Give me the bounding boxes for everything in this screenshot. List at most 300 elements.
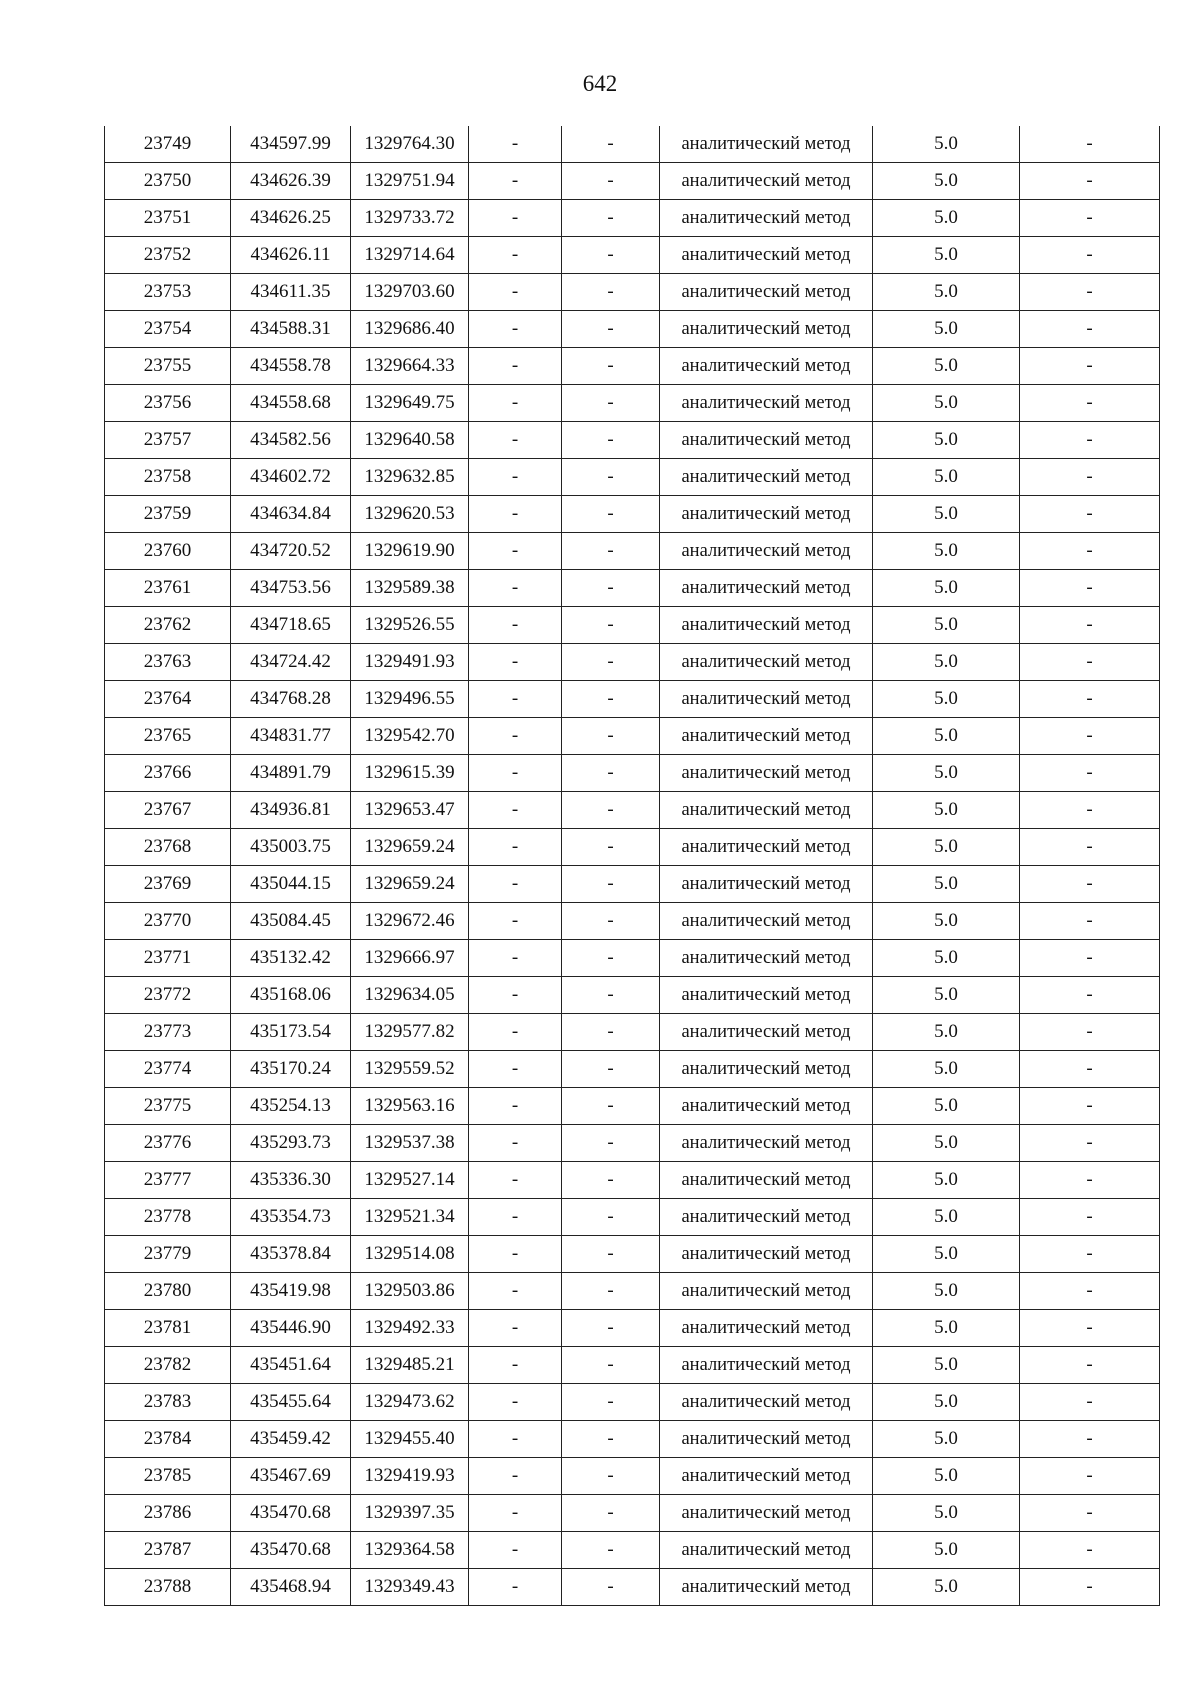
accuracy-cell: 5.0: [873, 422, 1020, 459]
accuracy-cell: 5.0: [873, 1088, 1020, 1125]
method-cell: аналитический метод: [660, 681, 873, 718]
table-row: [105, 1347, 1160, 1384]
x-coordinate-cell: 434626.25: [231, 200, 351, 237]
method-cell: аналитический метод: [660, 903, 873, 940]
accuracy-cell: 5.0: [873, 1014, 1020, 1051]
table-row: [105, 1310, 1160, 1347]
accuracy-cell: 5.0: [873, 792, 1020, 829]
y-coordinate-cell: 1329496.55: [351, 681, 469, 718]
table-row: [105, 681, 1160, 718]
empty-cell-a: -: [469, 755, 562, 792]
empty-cell-b: -: [562, 1162, 660, 1199]
accuracy-cell: 5.0: [873, 533, 1020, 570]
empty-cell-b: -: [562, 348, 660, 385]
y-coordinate-cell: 1329615.39: [351, 755, 469, 792]
table-row: [105, 607, 1160, 644]
accuracy-cell: 5.0: [873, 126, 1020, 163]
y-coordinate-cell: 1329703.60: [351, 274, 469, 311]
method-cell: аналитический метод: [660, 126, 873, 163]
method-cell: аналитический метод: [660, 1088, 873, 1125]
y-coordinate-cell: 1329491.93: [351, 644, 469, 681]
method-cell: аналитический метод: [660, 755, 873, 792]
method-cell: аналитический метод: [660, 385, 873, 422]
method-cell: аналитический метод: [660, 1125, 873, 1162]
empty-cell-b: -: [562, 570, 660, 607]
x-coordinate-cell: 435132.42: [231, 940, 351, 977]
method-cell: аналитический метод: [660, 1162, 873, 1199]
x-coordinate-cell: 434582.56: [231, 422, 351, 459]
point-number-cell: 23776: [105, 1125, 231, 1162]
y-coordinate-cell: 1329659.24: [351, 829, 469, 866]
method-cell: аналитический метод: [660, 644, 873, 681]
empty-cell-c: -: [1020, 1347, 1160, 1384]
empty-cell-a: -: [469, 1347, 562, 1384]
accuracy-cell: 5.0: [873, 459, 1020, 496]
y-coordinate-cell: 1329485.21: [351, 1347, 469, 1384]
point-number-cell: 23774: [105, 1051, 231, 1088]
y-coordinate-cell: 1329672.46: [351, 903, 469, 940]
empty-cell-c: -: [1020, 1088, 1160, 1125]
y-coordinate-cell: 1329349.43: [351, 1569, 469, 1606]
x-coordinate-cell: 434768.28: [231, 681, 351, 718]
accuracy-cell: 5.0: [873, 1569, 1020, 1606]
empty-cell-b: -: [562, 1384, 660, 1421]
x-coordinate-cell: 434597.99: [231, 126, 351, 163]
y-coordinate-cell: 1329492.33: [351, 1310, 469, 1347]
table-row: [105, 1125, 1160, 1162]
y-coordinate-cell: 1329653.47: [351, 792, 469, 829]
table-row: [105, 348, 1160, 385]
empty-cell-c: -: [1020, 681, 1160, 718]
table-row: [105, 755, 1160, 792]
empty-cell-c: -: [1020, 1421, 1160, 1458]
accuracy-cell: 5.0: [873, 1199, 1020, 1236]
y-coordinate-cell: 1329514.08: [351, 1236, 469, 1273]
empty-cell-a: -: [469, 829, 562, 866]
y-coordinate-cell: 1329619.90: [351, 533, 469, 570]
empty-cell-a: -: [469, 126, 562, 163]
empty-cell-c: -: [1020, 163, 1160, 200]
x-coordinate-cell: 434634.84: [231, 496, 351, 533]
point-number-cell: 23754: [105, 311, 231, 348]
table-row: [105, 422, 1160, 459]
y-coordinate-cell: 1329751.94: [351, 163, 469, 200]
empty-cell-c: -: [1020, 1569, 1160, 1606]
empty-cell-b: -: [562, 866, 660, 903]
x-coordinate-cell: 434558.78: [231, 348, 351, 385]
accuracy-cell: 5.0: [873, 1162, 1020, 1199]
x-coordinate-cell: 435468.94: [231, 1569, 351, 1606]
empty-cell-c: -: [1020, 126, 1160, 163]
empty-cell-b: -: [562, 496, 660, 533]
method-cell: аналитический метод: [660, 422, 873, 459]
accuracy-cell: 5.0: [873, 496, 1020, 533]
x-coordinate-cell: 435254.13: [231, 1088, 351, 1125]
y-coordinate-cell: 1329589.38: [351, 570, 469, 607]
x-coordinate-cell: 435467.69: [231, 1458, 351, 1495]
empty-cell-a: -: [469, 718, 562, 755]
point-number-cell: 23780: [105, 1273, 231, 1310]
table-row: [105, 1199, 1160, 1236]
point-number-cell: 23788: [105, 1569, 231, 1606]
empty-cell-b: -: [562, 126, 660, 163]
point-number-cell: 23753: [105, 274, 231, 311]
table-row: [105, 274, 1160, 311]
table-row: [105, 1458, 1160, 1495]
accuracy-cell: 5.0: [873, 718, 1020, 755]
accuracy-cell: 5.0: [873, 200, 1020, 237]
empty-cell-a: -: [469, 1569, 562, 1606]
table-row: [105, 718, 1160, 755]
x-coordinate-cell: 434724.42: [231, 644, 351, 681]
x-coordinate-cell: 435003.75: [231, 829, 351, 866]
empty-cell-c: -: [1020, 940, 1160, 977]
y-coordinate-cell: 1329526.55: [351, 607, 469, 644]
empty-cell-c: -: [1020, 1236, 1160, 1273]
point-number-cell: 23772: [105, 977, 231, 1014]
empty-cell-c: -: [1020, 1384, 1160, 1421]
point-number-cell: 23760: [105, 533, 231, 570]
y-coordinate-cell: 1329714.64: [351, 237, 469, 274]
table-row: [105, 1569, 1160, 1606]
table-row: [105, 200, 1160, 237]
point-number-cell: 23755: [105, 348, 231, 385]
empty-cell-c: -: [1020, 1495, 1160, 1532]
y-coordinate-cell: 1329733.72: [351, 200, 469, 237]
empty-cell-b: -: [562, 718, 660, 755]
point-number-cell: 23765: [105, 718, 231, 755]
point-number-cell: 23787: [105, 1532, 231, 1569]
empty-cell-b: -: [562, 1347, 660, 1384]
empty-cell-b: -: [562, 1421, 660, 1458]
empty-cell-c: -: [1020, 496, 1160, 533]
empty-cell-c: -: [1020, 755, 1160, 792]
accuracy-cell: 5.0: [873, 237, 1020, 274]
empty-cell-b: -: [562, 755, 660, 792]
empty-cell-b: -: [562, 977, 660, 1014]
y-coordinate-cell: 1329686.40: [351, 311, 469, 348]
empty-cell-c: -: [1020, 237, 1160, 274]
point-number-cell: 23769: [105, 866, 231, 903]
method-cell: аналитический метод: [660, 570, 873, 607]
point-number-cell: 23786: [105, 1495, 231, 1532]
empty-cell-b: -: [562, 607, 660, 644]
empty-cell-c: -: [1020, 607, 1160, 644]
point-number-cell: 23768: [105, 829, 231, 866]
empty-cell-a: -: [469, 903, 562, 940]
empty-cell-a: -: [469, 1458, 562, 1495]
accuracy-cell: 5.0: [873, 681, 1020, 718]
empty-cell-c: -: [1020, 644, 1160, 681]
empty-cell-c: -: [1020, 1014, 1160, 1051]
empty-cell-a: -: [469, 1532, 562, 1569]
point-number-cell: 23778: [105, 1199, 231, 1236]
point-number-cell: 23775: [105, 1088, 231, 1125]
empty-cell-a: -: [469, 348, 562, 385]
empty-cell-b: -: [562, 1495, 660, 1532]
y-coordinate-cell: 1329397.35: [351, 1495, 469, 1532]
x-coordinate-cell: 435173.54: [231, 1014, 351, 1051]
table-row: [105, 1384, 1160, 1421]
accuracy-cell: 5.0: [873, 1347, 1020, 1384]
accuracy-cell: 5.0: [873, 1125, 1020, 1162]
table-row: [105, 1495, 1160, 1532]
point-number-cell: 23761: [105, 570, 231, 607]
x-coordinate-cell: 435293.73: [231, 1125, 351, 1162]
empty-cell-b: -: [562, 163, 660, 200]
accuracy-cell: 5.0: [873, 1532, 1020, 1569]
table-row: [105, 533, 1160, 570]
accuracy-cell: 5.0: [873, 1051, 1020, 1088]
table-body: [105, 126, 1160, 1606]
table-row: [105, 977, 1160, 1014]
accuracy-cell: 5.0: [873, 1236, 1020, 1273]
empty-cell-b: -: [562, 792, 660, 829]
point-number-cell: 23785: [105, 1458, 231, 1495]
y-coordinate-cell: 1329364.58: [351, 1532, 469, 1569]
y-coordinate-cell: 1329666.97: [351, 940, 469, 977]
x-coordinate-cell: 434558.68: [231, 385, 351, 422]
empty-cell-a: -: [469, 866, 562, 903]
table-row: [105, 829, 1160, 866]
method-cell: аналитический метод: [660, 1014, 873, 1051]
empty-cell-c: -: [1020, 1051, 1160, 1088]
table-row: [105, 385, 1160, 422]
table-row: [105, 459, 1160, 496]
accuracy-cell: 5.0: [873, 348, 1020, 385]
empty-cell-a: -: [469, 1421, 562, 1458]
empty-cell-a: -: [469, 1310, 562, 1347]
y-coordinate-cell: 1329632.85: [351, 459, 469, 496]
accuracy-cell: 5.0: [873, 1273, 1020, 1310]
x-coordinate-cell: 434626.39: [231, 163, 351, 200]
empty-cell-a: -: [469, 200, 562, 237]
empty-cell-b: -: [562, 274, 660, 311]
x-coordinate-cell: 434753.56: [231, 570, 351, 607]
table-row: [105, 570, 1160, 607]
accuracy-cell: 5.0: [873, 311, 1020, 348]
empty-cell-b: -: [562, 1088, 660, 1125]
empty-cell-a: -: [469, 940, 562, 977]
table-row: [105, 1532, 1160, 1569]
empty-cell-a: -: [469, 977, 562, 1014]
y-coordinate-cell: 1329559.52: [351, 1051, 469, 1088]
y-coordinate-cell: 1329419.93: [351, 1458, 469, 1495]
accuracy-cell: 5.0: [873, 1310, 1020, 1347]
accuracy-cell: 5.0: [873, 1421, 1020, 1458]
empty-cell-c: -: [1020, 274, 1160, 311]
y-coordinate-cell: 1329577.82: [351, 1014, 469, 1051]
method-cell: аналитический метод: [660, 1532, 873, 1569]
point-number-cell: 23764: [105, 681, 231, 718]
method-cell: аналитический метод: [660, 866, 873, 903]
method-cell: аналитический метод: [660, 348, 873, 385]
y-coordinate-cell: 1329521.34: [351, 1199, 469, 1236]
empty-cell-a: -: [469, 570, 562, 607]
empty-cell-b: -: [562, 940, 660, 977]
y-coordinate-cell: 1329649.75: [351, 385, 469, 422]
table-row: [105, 163, 1160, 200]
point-number-cell: 23759: [105, 496, 231, 533]
method-cell: аналитический метод: [660, 1569, 873, 1606]
empty-cell-c: -: [1020, 1125, 1160, 1162]
method-cell: аналитический метод: [660, 940, 873, 977]
empty-cell-c: -: [1020, 570, 1160, 607]
empty-cell-a: -: [469, 792, 562, 829]
accuracy-cell: 5.0: [873, 755, 1020, 792]
point-number-cell: 23757: [105, 422, 231, 459]
accuracy-cell: 5.0: [873, 903, 1020, 940]
x-coordinate-cell: 435336.30: [231, 1162, 351, 1199]
empty-cell-b: -: [562, 644, 660, 681]
method-cell: аналитический метод: [660, 459, 873, 496]
accuracy-cell: 5.0: [873, 644, 1020, 681]
empty-cell-b: -: [562, 385, 660, 422]
x-coordinate-cell: 434936.81: [231, 792, 351, 829]
point-number-cell: 23758: [105, 459, 231, 496]
empty-cell-a: -: [469, 459, 562, 496]
method-cell: аналитический метод: [660, 163, 873, 200]
point-number-cell: 23777: [105, 1162, 231, 1199]
empty-cell-a: -: [469, 1051, 562, 1088]
empty-cell-c: -: [1020, 200, 1160, 237]
y-coordinate-cell: 1329503.86: [351, 1273, 469, 1310]
empty-cell-a: -: [469, 1273, 562, 1310]
table-row: [105, 644, 1160, 681]
table-row: [105, 866, 1160, 903]
empty-cell-b: -: [562, 1310, 660, 1347]
empty-cell-b: -: [562, 829, 660, 866]
point-number-cell: 23766: [105, 755, 231, 792]
point-number-cell: 23767: [105, 792, 231, 829]
page-number: 642: [582, 71, 618, 96]
point-number-cell: 23783: [105, 1384, 231, 1421]
point-number-cell: 23749: [105, 126, 231, 163]
empty-cell-c: -: [1020, 1162, 1160, 1199]
empty-cell-b: -: [562, 459, 660, 496]
point-number-cell: 23779: [105, 1236, 231, 1273]
x-coordinate-cell: 434588.31: [231, 311, 351, 348]
x-coordinate-cell: 434720.52: [231, 533, 351, 570]
method-cell: аналитический метод: [660, 607, 873, 644]
empty-cell-a: -: [469, 422, 562, 459]
method-cell: аналитический метод: [660, 533, 873, 570]
table-row: [105, 311, 1160, 348]
x-coordinate-cell: 435084.45: [231, 903, 351, 940]
empty-cell-a: -: [469, 681, 562, 718]
accuracy-cell: 5.0: [873, 829, 1020, 866]
accuracy-cell: 5.0: [873, 385, 1020, 422]
accuracy-cell: 5.0: [873, 866, 1020, 903]
coordinates-table: [104, 126, 1160, 1606]
method-cell: аналитический метод: [660, 1421, 873, 1458]
method-cell: аналитический метод: [660, 1347, 873, 1384]
empty-cell-b: -: [562, 1273, 660, 1310]
x-coordinate-cell: 434831.77: [231, 718, 351, 755]
x-coordinate-cell: 435459.42: [231, 1421, 351, 1458]
method-cell: аналитический метод: [660, 1310, 873, 1347]
y-coordinate-cell: 1329620.53: [351, 496, 469, 533]
empty-cell-a: -: [469, 274, 562, 311]
table-row: [105, 496, 1160, 533]
accuracy-cell: 5.0: [873, 274, 1020, 311]
empty-cell-c: -: [1020, 422, 1160, 459]
empty-cell-c: -: [1020, 903, 1160, 940]
x-coordinate-cell: 435168.06: [231, 977, 351, 1014]
empty-cell-b: -: [562, 1199, 660, 1236]
table-row: [105, 1273, 1160, 1310]
empty-cell-a: -: [469, 1125, 562, 1162]
point-number-cell: 23782: [105, 1347, 231, 1384]
x-coordinate-cell: 435470.68: [231, 1495, 351, 1532]
accuracy-cell: 5.0: [873, 163, 1020, 200]
x-coordinate-cell: 435354.73: [231, 1199, 351, 1236]
empty-cell-c: -: [1020, 1532, 1160, 1569]
empty-cell-c: -: [1020, 1199, 1160, 1236]
empty-cell-c: -: [1020, 1458, 1160, 1495]
empty-cell-b: -: [562, 311, 660, 348]
table-row: [105, 903, 1160, 940]
point-number-cell: 23773: [105, 1014, 231, 1051]
y-coordinate-cell: 1329563.16: [351, 1088, 469, 1125]
empty-cell-c: -: [1020, 459, 1160, 496]
empty-cell-a: -: [469, 1088, 562, 1125]
method-cell: аналитический метод: [660, 718, 873, 755]
table-row: [105, 1162, 1160, 1199]
method-cell: аналитический метод: [660, 1199, 873, 1236]
y-coordinate-cell: 1329664.33: [351, 348, 469, 385]
method-cell: аналитический метод: [660, 311, 873, 348]
empty-cell-c: -: [1020, 1273, 1160, 1310]
x-coordinate-cell: 435378.84: [231, 1236, 351, 1273]
accuracy-cell: 5.0: [873, 607, 1020, 644]
y-coordinate-cell: 1329542.70: [351, 718, 469, 755]
empty-cell-a: -: [469, 1162, 562, 1199]
table-row: [105, 237, 1160, 274]
empty-cell-a: -: [469, 237, 562, 274]
method-cell: аналитический метод: [660, 200, 873, 237]
empty-cell-b: -: [562, 903, 660, 940]
accuracy-cell: 5.0: [873, 977, 1020, 1014]
empty-cell-a: -: [469, 496, 562, 533]
y-coordinate-cell: 1329473.62: [351, 1384, 469, 1421]
y-coordinate-cell: 1329764.30: [351, 126, 469, 163]
accuracy-cell: 5.0: [873, 1458, 1020, 1495]
point-number-cell: 23756: [105, 385, 231, 422]
method-cell: аналитический метод: [660, 1458, 873, 1495]
accuracy-cell: 5.0: [873, 1384, 1020, 1421]
empty-cell-c: -: [1020, 977, 1160, 1014]
empty-cell-a: -: [469, 1236, 562, 1273]
point-number-cell: 23752: [105, 237, 231, 274]
point-number-cell: 23781: [105, 1310, 231, 1347]
x-coordinate-cell: 435170.24: [231, 1051, 351, 1088]
point-number-cell: 23771: [105, 940, 231, 977]
table-row: [105, 126, 1160, 163]
empty-cell-b: -: [562, 1569, 660, 1606]
empty-cell-c: -: [1020, 533, 1160, 570]
empty-cell-a: -: [469, 1495, 562, 1532]
table-row: [105, 1236, 1160, 1273]
method-cell: аналитический метод: [660, 1495, 873, 1532]
empty-cell-c: -: [1020, 1310, 1160, 1347]
empty-cell-a: -: [469, 163, 562, 200]
empty-cell-b: -: [562, 237, 660, 274]
empty-cell-b: -: [562, 533, 660, 570]
empty-cell-b: -: [562, 1236, 660, 1273]
table-row: [105, 1088, 1160, 1125]
empty-cell-a: -: [469, 1199, 562, 1236]
